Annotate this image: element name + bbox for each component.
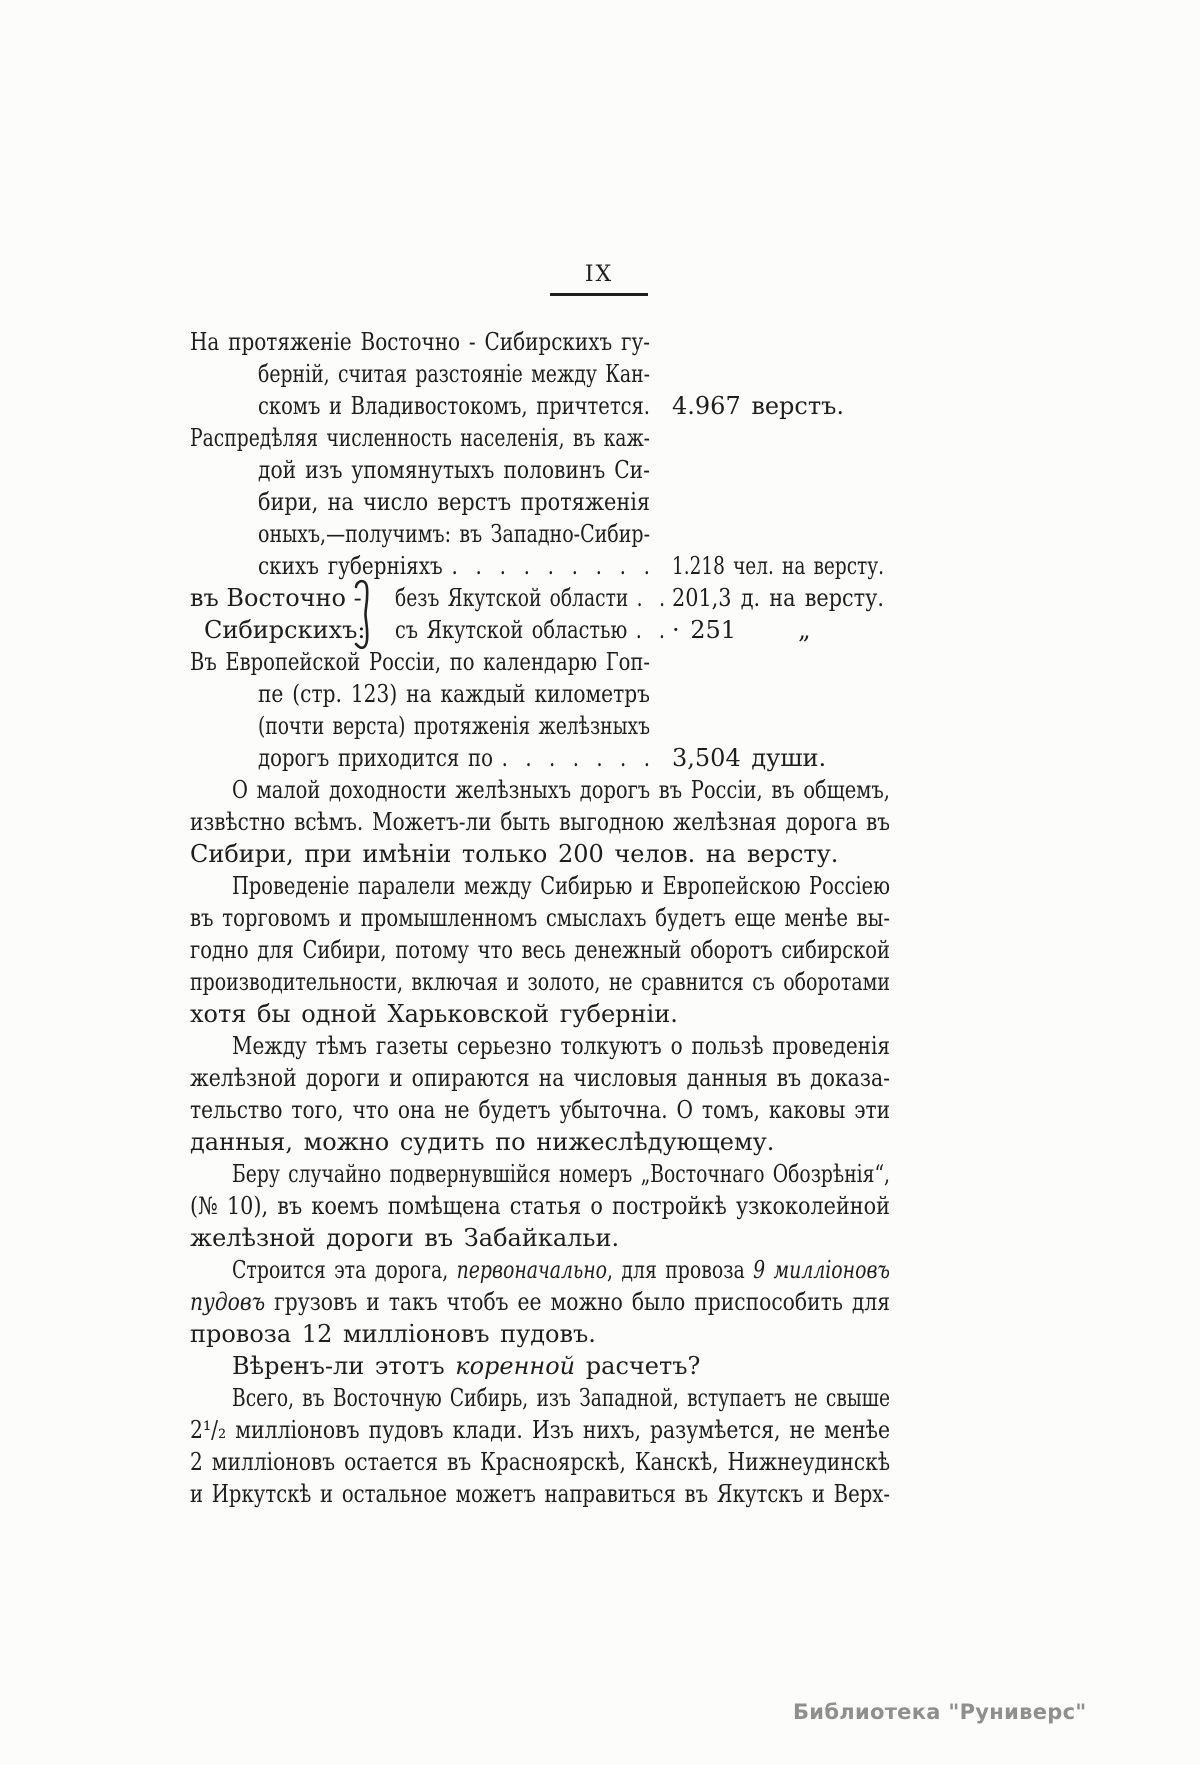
line-text bbox=[190, 1062, 890, 1094]
line-text bbox=[232, 1030, 890, 1062]
text-line bbox=[190, 1318, 890, 1350]
library-watermark: Библиотека "Руниверс" bbox=[793, 1700, 1087, 1724]
stat-value bbox=[672, 550, 947, 582]
line-text bbox=[190, 1190, 890, 1222]
text-line bbox=[190, 1414, 890, 1446]
stat-text: оныхъ,—получимъ: въ Западно-Сибир- bbox=[258, 520, 650, 548]
plain-text: Беру случайно подвернувшійся номеръ „Восточнаго Обозрѣнія“, bbox=[232, 1160, 890, 1188]
text-line bbox=[190, 998, 890, 1030]
stat-value-text: · 251 bbox=[672, 616, 737, 644]
plain-text: и Иркутскѣ и остальное можетъ направиться въ Якутскъ и Верх- bbox=[190, 1480, 890, 1508]
line-text bbox=[190, 838, 838, 870]
plain-text: годно для Сибири, потому что весь денежный оборотъ сибирской bbox=[190, 936, 890, 964]
plain-text: Проведеніе паралели между Сибирью и Европейскою Россіею bbox=[232, 872, 890, 900]
plain-text: (№ 10), въ коемъ помѣщена статья о постройкѣ узкоколейной bbox=[190, 1192, 890, 1220]
stat-value bbox=[672, 582, 917, 614]
line-text bbox=[232, 1254, 890, 1286]
stat-text: дорогъ приходится по . . . . . . . bbox=[258, 744, 650, 772]
text-line bbox=[190, 966, 890, 998]
stat-option-text: съ Якутской областью . . bbox=[395, 616, 665, 644]
text-line bbox=[190, 934, 890, 966]
stat-row bbox=[190, 518, 890, 550]
line-text bbox=[190, 902, 890, 934]
line-text bbox=[190, 806, 890, 838]
text-line bbox=[190, 1126, 890, 1158]
stat-row bbox=[190, 678, 890, 710]
italic-text: коренной bbox=[455, 1352, 576, 1380]
text-line bbox=[190, 1382, 890, 1414]
stat-value bbox=[672, 390, 844, 422]
stat-left bbox=[190, 646, 756, 678]
plain-text: 2 милліоновъ остается въ Красноярскѣ, Канскѣ, Нижнеудинскѣ bbox=[190, 1448, 890, 1476]
plain-text: , для провоза bbox=[607, 1256, 754, 1284]
plain-text: Вѣренъ-ли этотъ bbox=[232, 1352, 456, 1380]
plain-text: желѣзной дороги и опираются на числовыя данныя въ доказа- bbox=[190, 1064, 890, 1092]
line-text bbox=[232, 870, 890, 902]
paragraph bbox=[190, 1158, 890, 1254]
text-line bbox=[190, 1094, 890, 1126]
plain-text: Сибири, при имѣніи только 200 челов. на версту. bbox=[190, 840, 839, 868]
stat-row bbox=[190, 358, 890, 390]
stat-text: пе (стр. 123) на каждый километръ bbox=[258, 680, 650, 708]
stat-left bbox=[258, 518, 753, 550]
text-line bbox=[190, 1478, 890, 1510]
text-line bbox=[190, 1158, 890, 1190]
stat-row bbox=[190, 550, 890, 582]
line-text bbox=[190, 1478, 890, 1510]
stat-value-text: 201,3 д. на версту. bbox=[672, 584, 884, 612]
stat-left bbox=[190, 422, 780, 454]
text-line bbox=[190, 1350, 890, 1382]
stat-label: въ Восточно - bbox=[190, 584, 362, 612]
line-text bbox=[190, 1222, 619, 1254]
page-number: IX bbox=[584, 262, 614, 287]
stat-value bbox=[672, 614, 811, 646]
stat-text: (почти верста) протяженія желѣзныхъ bbox=[258, 712, 650, 740]
stat-value-text: 3,504 души. bbox=[672, 744, 827, 772]
line-text bbox=[190, 1094, 890, 1126]
stat-left bbox=[190, 326, 743, 358]
text-line bbox=[190, 1030, 890, 1062]
stat-row bbox=[190, 326, 890, 358]
stat-option-text: безъ Якутской области . . bbox=[395, 584, 665, 612]
stat-left bbox=[258, 486, 710, 518]
stat-left bbox=[258, 710, 761, 742]
line-text bbox=[232, 1382, 890, 1414]
stat-value-text: 1.218 чел. на версту. bbox=[672, 552, 884, 580]
plain-text: Всего, въ Восточную Сибирь, изъ Западной, вступаетъ не свыше bbox=[232, 1384, 890, 1412]
stat-value bbox=[672, 742, 826, 774]
plain-text: данныя, можно судить по нижеслѣдующему. bbox=[190, 1128, 775, 1156]
plain-text: грузовъ и такъ чтобъ ее можно было приспособить для bbox=[265, 1288, 890, 1316]
ditto-mark: „ bbox=[798, 616, 811, 644]
plain-text: Между тѣмъ газеты серьезно толкуютъ о пользѣ проведенія bbox=[232, 1032, 890, 1060]
stat-left bbox=[258, 550, 730, 582]
plain-text: Строится эта дорога, bbox=[232, 1256, 457, 1284]
text-line bbox=[190, 902, 890, 934]
stat-left bbox=[258, 358, 758, 390]
stat-row bbox=[190, 710, 890, 742]
text-line bbox=[190, 1286, 890, 1318]
plain-text: хотя бы одной Харьковской губерніи. bbox=[190, 1000, 678, 1028]
stat-row bbox=[190, 742, 890, 774]
line-text bbox=[190, 1414, 890, 1446]
italic-text: первоначально bbox=[456, 1256, 608, 1284]
stat-text: На протяженіе Восточно - Сибирскихъ гу- bbox=[190, 328, 650, 356]
text-line bbox=[190, 870, 890, 902]
text-line bbox=[190, 774, 890, 806]
plain-text: О малой доходности желѣзныхъ дорогъ въ Россіи, въ общемъ, bbox=[232, 776, 890, 804]
stat-row bbox=[190, 614, 890, 646]
line-text bbox=[190, 998, 678, 1030]
stat-row bbox=[190, 582, 890, 614]
stat-text: бири, на число верстъ протяженія bbox=[258, 488, 650, 516]
paragraph bbox=[190, 774, 890, 870]
paragraph bbox=[190, 1382, 890, 1510]
line-text bbox=[190, 1318, 596, 1350]
stat-value-text: 4.967 верстъ. bbox=[672, 392, 845, 420]
text-line bbox=[190, 1062, 890, 1094]
stat-text: скихъ губерніяхъ . . . . . . . . . bbox=[258, 552, 650, 580]
text-line bbox=[190, 1254, 890, 1286]
italic-text: 9 милліоновъ bbox=[753, 1256, 890, 1284]
text-line bbox=[190, 1446, 890, 1478]
stat-label: Сибирскихъ: bbox=[204, 616, 366, 644]
body-paragraphs bbox=[190, 774, 890, 1510]
plain-text: извѣстно всѣмъ. Можетъ-ли быть выгодною желѣзная дорога въ bbox=[190, 808, 890, 836]
line-text bbox=[190, 1126, 774, 1158]
stat-left bbox=[258, 390, 741, 422]
stat-row bbox=[190, 646, 890, 678]
stat-text: Распредѣляя численность населенія, въ каж- bbox=[190, 424, 650, 452]
stat-left bbox=[258, 678, 725, 710]
line-text bbox=[232, 1158, 890, 1190]
stat-text: дой изъ упомянутыхъ половинъ Си- bbox=[258, 456, 650, 484]
line-text bbox=[190, 934, 890, 966]
plain-text: расчетъ? bbox=[575, 1352, 701, 1380]
paragraph bbox=[190, 870, 890, 1030]
paragraph bbox=[190, 1350, 890, 1382]
paragraph bbox=[190, 1254, 890, 1350]
plain-text: желѣзной дороги въ Забайкальи. bbox=[190, 1224, 620, 1252]
stat-left bbox=[190, 614, 732, 646]
stat-text: берній, считая разстояніе между Кан- bbox=[258, 360, 650, 388]
plain-text: провоза 12 милліоновъ пудовъ. bbox=[190, 1320, 596, 1348]
plain-text: 2¹/₂ милліоновъ пудовъ клади. Изъ нихъ, разумѣется, не менѣе bbox=[190, 1416, 890, 1444]
stat-left bbox=[258, 454, 723, 486]
page-number-rule bbox=[550, 293, 648, 296]
stat-left bbox=[190, 582, 742, 614]
line-text bbox=[190, 1286, 890, 1318]
text-line bbox=[190, 1222, 890, 1254]
paragraph bbox=[190, 1030, 890, 1158]
line-text bbox=[190, 966, 890, 998]
stat-row bbox=[190, 422, 890, 454]
line-text bbox=[190, 1446, 890, 1478]
plain-text: въ торговомъ и промышленномъ смыслахъ будетъ еще менѣе вы- bbox=[190, 904, 890, 932]
plain-text: тельство того, что она не будетъ убыточна. О томъ, каковы эти bbox=[190, 1096, 890, 1124]
stat-text: Въ Европейской Россіи, по календарю Гоп- bbox=[190, 648, 650, 676]
text-line bbox=[190, 838, 890, 870]
line-text bbox=[232, 1350, 700, 1382]
stat-row bbox=[190, 486, 890, 518]
line-text bbox=[232, 774, 890, 806]
stat-row bbox=[190, 390, 890, 422]
italic-text: пудовъ bbox=[190, 1288, 266, 1316]
plain-text: производительности, включая и золото, не сравнится съ оборотами bbox=[190, 968, 890, 996]
stats-section bbox=[190, 326, 890, 774]
text-line bbox=[190, 1190, 890, 1222]
text-line bbox=[190, 806, 890, 838]
stat-text: скомъ и Владивостокомъ, причтется. bbox=[258, 392, 650, 420]
stat-left bbox=[258, 742, 736, 774]
stat-row bbox=[190, 454, 890, 486]
